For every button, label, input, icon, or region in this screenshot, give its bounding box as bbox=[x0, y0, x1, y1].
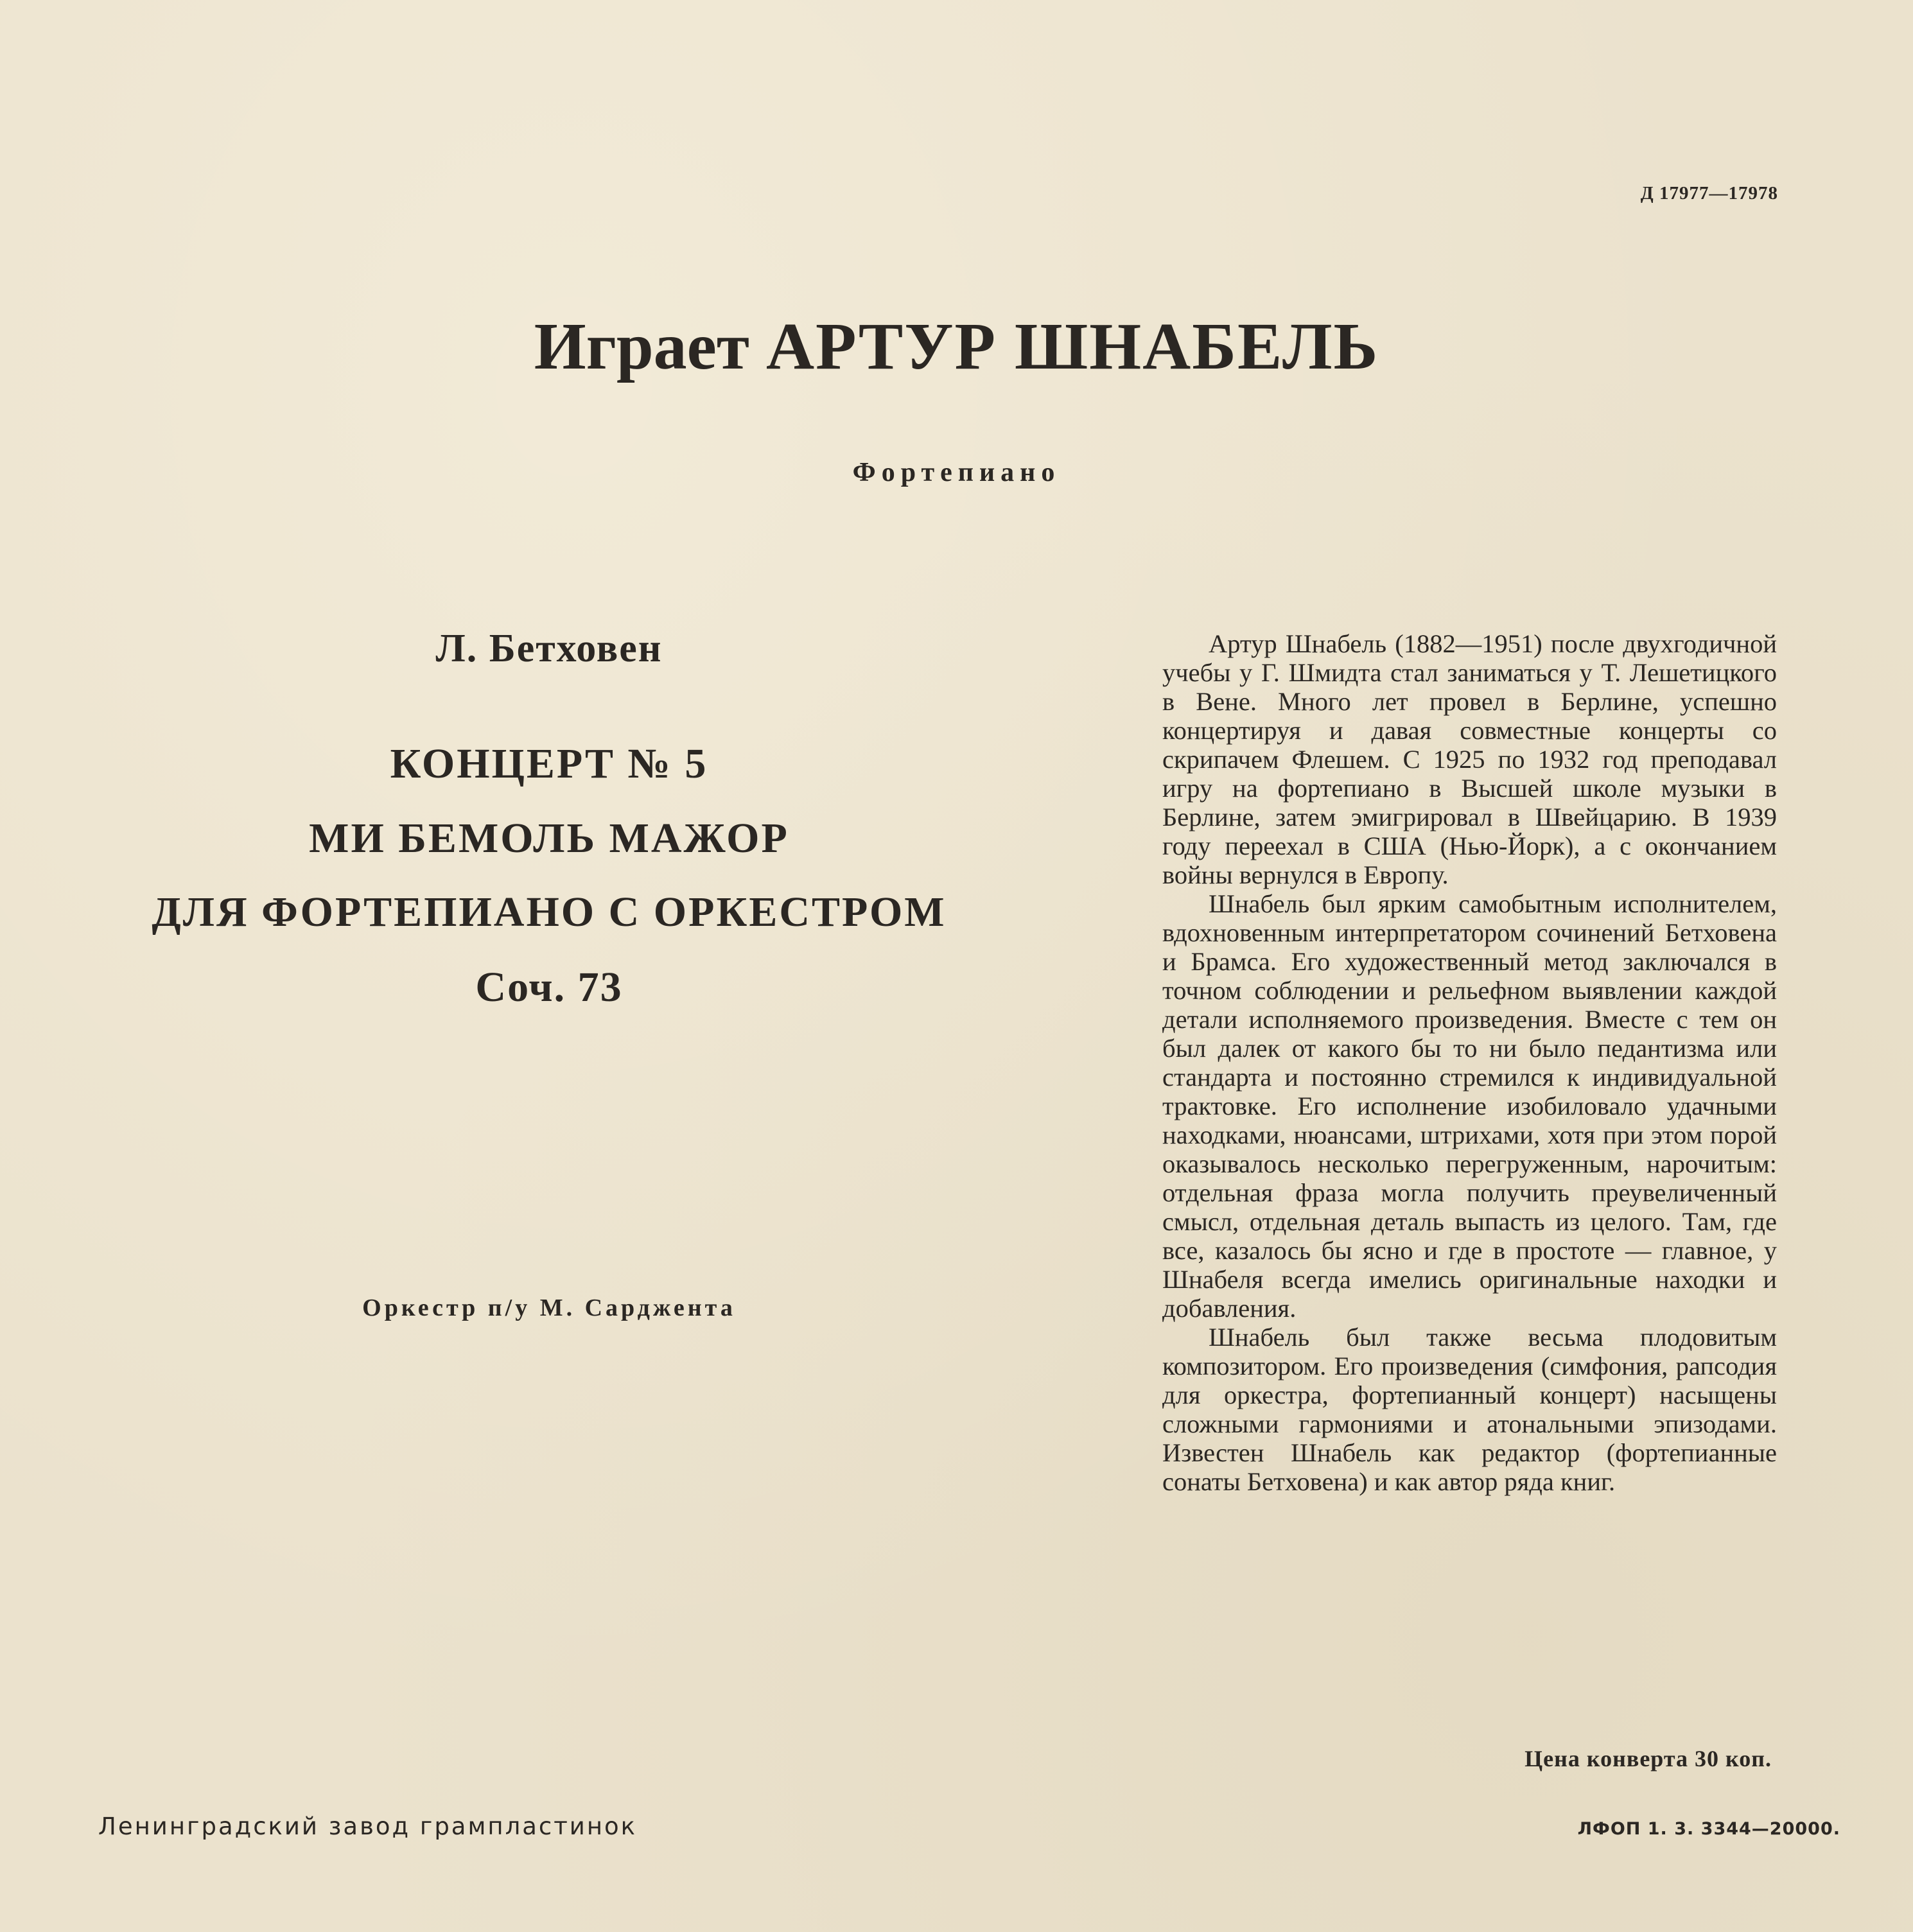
print-imprint: ЛФОП 1. 3. 3344—20000. bbox=[1577, 1819, 1840, 1839]
performer-name: АРТУР ШНАБЕЛЬ bbox=[765, 309, 1379, 383]
liner-notes-paragraph-1: Артур Шнабель (1882—1951) после двухгодичной учебы у Г. Шмидта стал заниматься у Т. Лешетицкого в Вене. Много лет провел в Берлине, успешно концертируя и давая совместные концерты со скрипачем Флешем. С 1925 по 1932 год преподавал игру на фортепиано в Высшей школе музыки в Берлине, затем эмигрировал в Швейцарию. В 1939 году переехал в США (Нью-Йорк), а с окончанием войны вернулся в Европу. bbox=[1162, 629, 1777, 889]
manufacturer: Ленинградский завод грампластинок bbox=[98, 1813, 638, 1840]
orchestra-credit: Оркестр п/у М. Сарджента bbox=[362, 1294, 736, 1321]
sleeve-price: Цена конверта 30 коп. bbox=[1524, 1746, 1772, 1771]
composer-name: Л. Бетховен bbox=[435, 627, 663, 670]
instrument-label: Фортепиано bbox=[852, 458, 1061, 487]
work-title-line-2: МИ БЕМОЛЬ МАЖОР bbox=[309, 815, 789, 862]
liner-notes-paragraph-2: Шнабель был ярким самобытным исполнителем, вдохновенным интерпретатором сочинений Бетховена и Брамса. Его художественный метод заключался в точном соблюдении и рельефном выявлении каждой детали исполняемого произведения. Вместе с тем он был далек от какого бы то ни было педантизма или стандарта и постоянно стремился к индивидуальной трактовке. Его исполнение изобиловало удачными находками, нюансами, штрихами, хотя при этом порой оказывалось несколько перегруженным, нарочитым: отдельная фраза могла получить преувеличенный смысл, отдельная деталь выпасть из целого. Там, где все, казалось бы ясно и где в простоте — главное, у Шнабеля всегда имелись оригинальные находки и добавления. bbox=[1162, 889, 1777, 1323]
work-title-line-3: ДЛЯ ФОРТЕПИАНО С ОРКЕСТРОМ bbox=[152, 889, 947, 936]
liner-notes-paragraph-3: Шнабель был также весьма плодовитым композитором. Его произведения (симфония, рапсодия для оркестра, фортепианный концерт) насыщены сложными гармониями и атональными эпизодами. Известен Шнабель как редактор (фортепианные сонаты Бетховена) и как автор ряда книг. bbox=[1162, 1323, 1777, 1496]
work-title-line-1: КОНЦЕРТ № 5 bbox=[390, 740, 708, 787]
opus-number: Соч. 73 bbox=[475, 964, 623, 1011]
page-title bbox=[0, 308, 1913, 385]
title-lead: Играет bbox=[534, 309, 749, 383]
catalog-number: Д 17977—17978 bbox=[1640, 183, 1778, 204]
liner-notes bbox=[1162, 629, 1777, 1496]
